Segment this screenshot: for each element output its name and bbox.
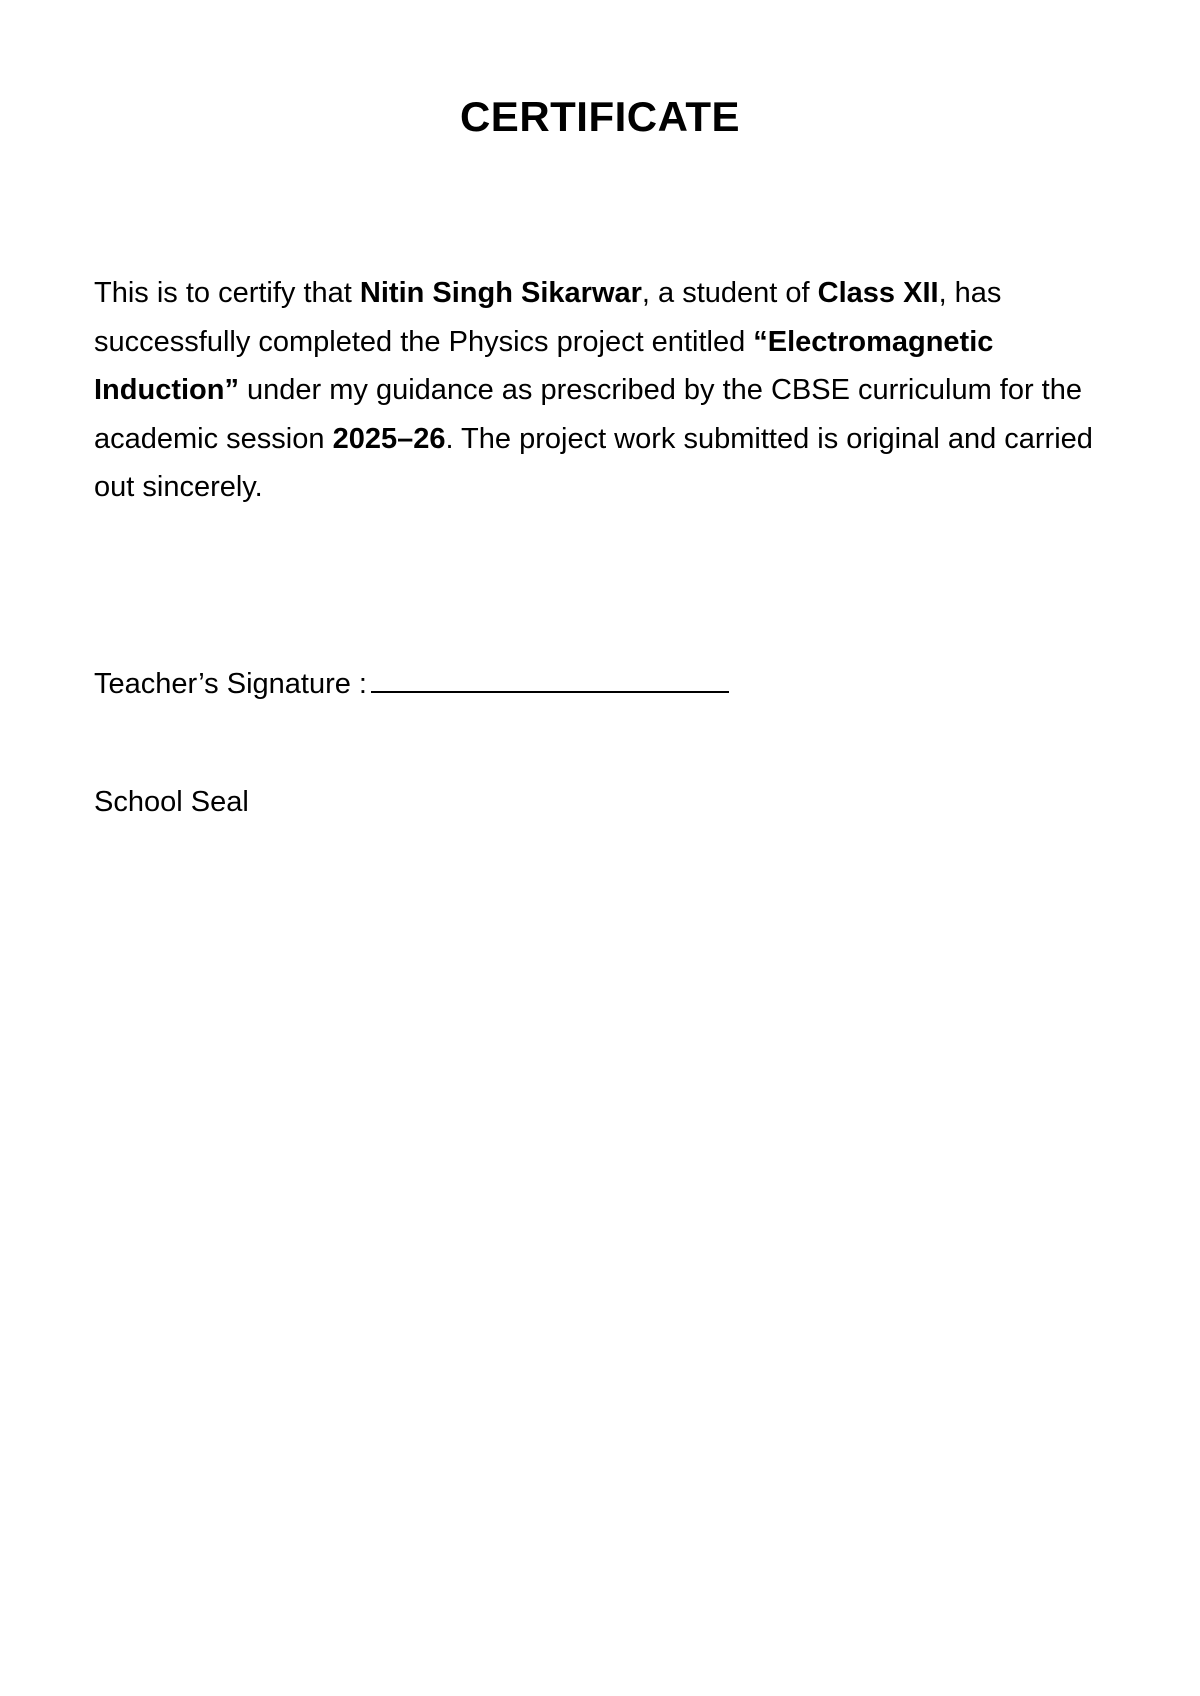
certificate-statement: [94, 269, 1134, 512]
statement-mid-3: under my guidance as prescribed by the CBSE curriculum for the academic session: [94, 374, 1082, 455]
statement-intro: This is to certify that: [94, 277, 360, 309]
student-name: Nitin Singh Sikarwar: [359, 277, 642, 309]
certificate-title: CERTIFICATE: [459, 93, 741, 140]
academic-session: 2025–26: [332, 422, 446, 455]
teacher-signature-row: [94, 664, 729, 704]
school-seal-label: School Seal: [94, 786, 249, 818]
project-title: “Electromagnetic Induction”: [94, 325, 994, 406]
teacher-signature-label: Teacher’s Signature :: [94, 668, 367, 700]
statement-mid-1: , a student of: [641, 277, 818, 309]
statement-mid-2: , has successfully completed the Physics project entitled: [94, 277, 1002, 358]
class-name: Class XII: [817, 277, 939, 309]
statement-outro: . The project work submitted is original and carried out sincerely.: [94, 422, 1093, 503]
signature-blank-line: [371, 669, 729, 693]
